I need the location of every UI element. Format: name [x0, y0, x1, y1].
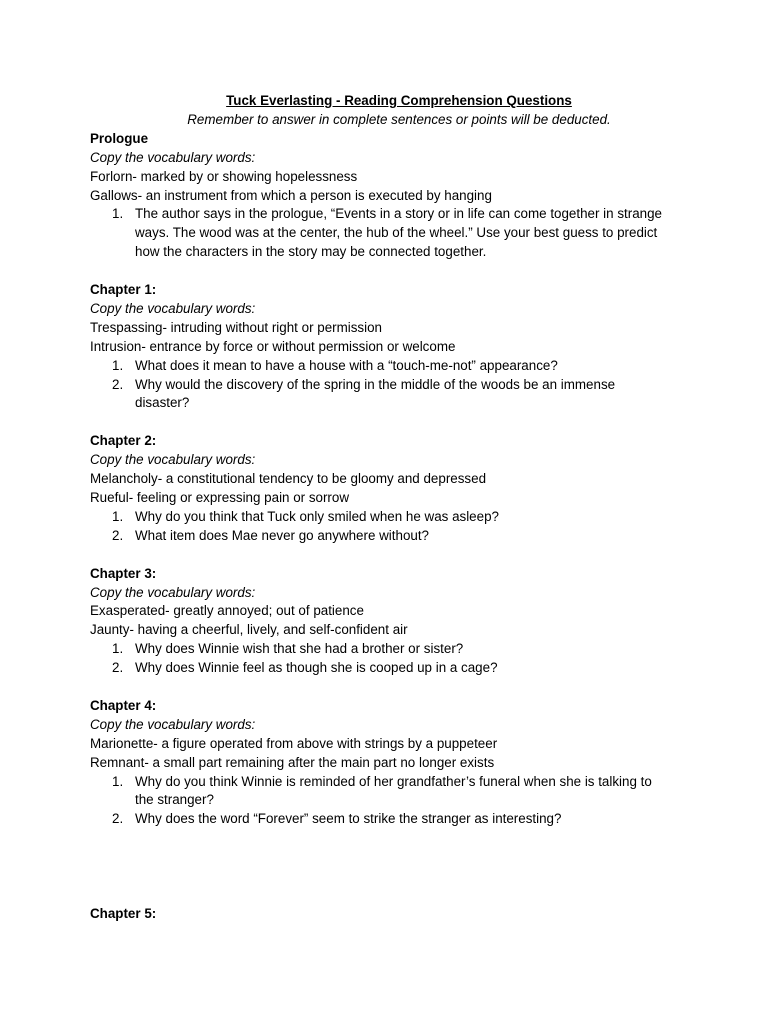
question-item [90, 376, 708, 414]
vocab-word: Exasperated- greatly annoyed; out of patience [90, 603, 364, 619]
vocab-word: Melancholy- a constitutional tendency to be gloomy and depressed [90, 471, 487, 487]
question-number: 2. [112, 811, 124, 827]
section-heading: Chapter 1: [90, 282, 157, 298]
spacer [90, 886, 708, 905]
question-item [90, 810, 708, 829]
vocab-instruction: Copy the vocabulary words: [90, 716, 256, 732]
question-number: 2. [112, 527, 124, 543]
section-prologue [90, 130, 708, 262]
vocab-instruction: Copy the vocabulary words: [90, 452, 256, 468]
question-number: 2. [112, 660, 124, 676]
section-chapter-4 [90, 697, 708, 829]
question-item [90, 640, 708, 659]
spacer [90, 678, 708, 697]
spacer [90, 829, 708, 886]
question-list [90, 640, 708, 678]
document-subtitle: Remember to answer in complete sentences or points will be deducted. [187, 111, 611, 127]
section-heading: Prologue [90, 130, 149, 146]
question-text: Why do you think that Tuck only smiled when he was asleep? [135, 508, 499, 524]
question-list [90, 357, 708, 414]
section-heading: Chapter 2: [90, 433, 157, 449]
question-item [90, 357, 708, 376]
vocab-word: Jaunty- having a cheerful, lively, and self-confident air [90, 622, 408, 638]
vocab-instruction: Copy the vocabulary words: [90, 584, 256, 600]
question-text: Why would the discovery of the spring in the middle of the woods be an immense disaster? [135, 376, 616, 411]
question-list [90, 205, 708, 262]
question-number: 1. [112, 508, 124, 524]
section-heading: Chapter 3: [90, 565, 157, 581]
question-number: 2. [112, 376, 124, 392]
section-heading: Chapter 5: [90, 905, 157, 921]
question-number: 1. [112, 641, 124, 657]
question-list [90, 773, 708, 830]
vocab-word: Marionette- a figure operated from above with strings by a puppeteer [90, 735, 498, 751]
vocab-instruction: Copy the vocabulary words: [90, 149, 256, 165]
question-list [90, 508, 708, 546]
question-text: Why does Winnie wish that she had a brother or sister? [135, 641, 464, 657]
question-number: 1. [112, 357, 124, 373]
vocab-word: Intrusion- entrance by force or without permission or welcome [90, 338, 456, 354]
question-number: 1. [112, 773, 124, 789]
spacer [90, 262, 708, 281]
question-text: The author says in the prologue, “Events in a story or in life can come together in strange ways. The wood was at the center, the hub of the wheel.” Use your best guess to predict how the characters in the story may be connected together. [135, 206, 662, 260]
vocab-word: Remnant- a small part remaining after the main part no longer exists [90, 754, 495, 770]
section-chapter-5 [90, 905, 708, 924]
vocab-word: Trespassing- intruding without right or permission [90, 319, 382, 335]
document-title: Tuck Everlasting - Reading Comprehension Questions [226, 93, 572, 108]
question-item [90, 773, 708, 811]
question-number: 1. [112, 206, 124, 222]
question-item [90, 508, 708, 527]
spacer [90, 546, 708, 565]
spacer [90, 413, 708, 432]
vocab-instruction: Copy the vocabulary words: [90, 300, 256, 316]
vocab-word: Gallows- an instrument from which a person is executed by hanging [90, 187, 492, 203]
question-item [90, 527, 708, 546]
question-text: Why does the word “Forever” seem to strike the stranger as interesting? [135, 811, 562, 827]
section-chapter-3 [90, 565, 708, 678]
vocab-word: Rueful- feeling or expressing pain or sorrow [90, 490, 350, 505]
question-item [90, 659, 708, 678]
question-text: What does it mean to have a house with a “touch-me-not” appearance? [135, 357, 558, 373]
question-text: Why does Winnie feel as though she is cooped up in a cage? [135, 660, 498, 676]
vocab-word: Forlorn- marked by or showing hopelessness [90, 168, 358, 184]
section-chapter-2 [90, 432, 708, 545]
section-heading: Chapter 4: [90, 697, 157, 713]
title-wrap [90, 92, 708, 111]
question-text: What item does Mae never go anywhere without? [135, 527, 430, 543]
question-item [90, 205, 708, 262]
section-chapter-1 [90, 281, 708, 413]
question-text: Why do you think Winnie is reminded of her grandfather’s funeral when she is talking to the stranger? [135, 773, 652, 808]
